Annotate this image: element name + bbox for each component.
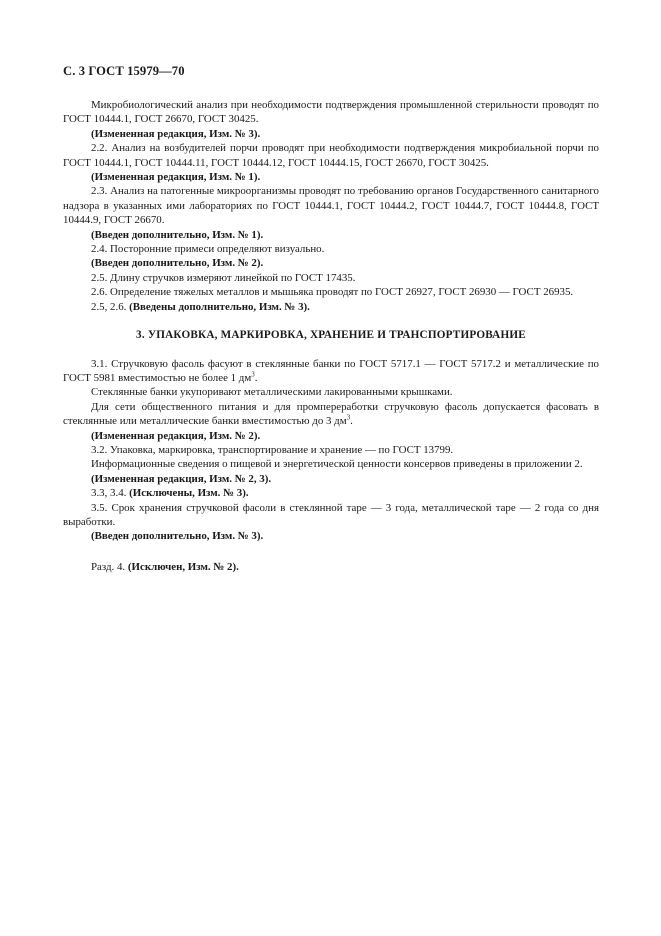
paragraph-2-5-2-6-amendment [63, 300, 599, 314]
amendment-note: (Введен дополнительно, Изм. № 2). [91, 257, 264, 270]
punctuation: . [254, 371, 258, 384]
amendment-note: (Исключен, Изм. № 2). [127, 560, 239, 573]
paragraph-2-3: 2.3. Анализ на патогенные микроорганизмы проводят по требованию органов Государственного санитарного надзора в указанных ими лабораториях по ГОСТ 10444.1, ГОСТ 10444.2, ГОСТ 10444.7, ГОСТ 10444.8, ГОСТ 10444.9, ГОСТ 26670. [63, 185, 599, 227]
amendment-note: (Измененная редакция, Изм. № 2). [91, 429, 261, 442]
amendment-note: (Измененная редакция, Изм. № 3). [91, 127, 261, 140]
amendment-note: (Измененная редакция, Изм. № 1). [91, 171, 261, 184]
amendment-note: (Исключены, Изм. № 3). [129, 487, 249, 500]
paragraph-2-5: 2.5. Длину стручков измеряют линейкой по ГОСТ 17435. [91, 271, 356, 284]
document-body [63, 98, 599, 574]
clause-reference: 3.3, 3.4. [91, 487, 127, 500]
paragraph-3-5: 3.5. Срок хранения стручковой фасоли в стеклянной таре — 3 года, металлической таре — 2 года со дня выработки. [63, 501, 599, 528]
paragraph-2-4: 2.4. Посторонние примеси определяют визуально. [91, 243, 325, 256]
page-header: С. 3 ГОСТ 15979—70 [63, 64, 185, 78]
section-4-note [63, 560, 599, 574]
punctuation: . [350, 415, 353, 428]
superscript: 3 [251, 370, 255, 379]
paragraph-3-2: 3.2. Упаковка, маркировка, транспортирование и хранение — по ГОСТ 13799. [91, 443, 454, 456]
paragraph-3-1-text: 3.1. Стручковую фасоль фасуют в стеклянные банки по ГОСТ 5717.1 — ГОСТ 5717.2 и металлические по ГОСТ 5981 вместимостью не более 1 дм [63, 357, 599, 384]
paragraph-3-3-3-4 [63, 486, 599, 500]
clause-reference: 2.5, 2.6. [91, 300, 127, 313]
amendment-note: (Введены дополнительно, Изм. № 3). [129, 300, 310, 313]
paragraph-3-1-lids: Стеклянные банки укупоривают металлическими лакированными крышками. [91, 386, 453, 399]
paragraph-3-2-info: Информационные сведения о пищевой и энергетической ценности консервов приведены в приложении 2. [91, 458, 583, 471]
superscript: 3 [346, 413, 351, 422]
paragraph-3-1-catering-text: Для сети общественного питания и для промпереработки стручковую фасоль допускается фасовать в стеклянные или металлические банки вместимостью до 3 дм [63, 400, 599, 428]
amendment-note: (Введен дополнительно, Изм. № 3). [91, 530, 264, 543]
paragraph-2-2: 2.2. Анализ на возбудителей порчи проводят при необходимости подтверждения микробиальной порчи по ГОСТ 10444.1, ГОСТ 10444.11, ГОСТ 10444.12, ГОСТ 10444.15, ГОСТ 26670, ГОСТ 30425. [63, 142, 599, 169]
paragraph-2-1: Микробиологический анализ при необходимости подтверждения промышленной стерильности проводят по ГОСТ 10444.1, ГОСТ 26670, ГОСТ 30425. [63, 99, 599, 126]
paragraph-3-1 [63, 357, 599, 386]
section-reference: Разд. 4. [91, 560, 126, 573]
section-3-title: 3. УПАКОВКА, МАРКИРОВКА, ХРАНЕНИЕ И ТРАНСПОРТИРОВАНИЕ [136, 329, 526, 342]
paragraph-2-6: 2.6. Определение тяжелых металлов и мышьяка проводят по ГОСТ 26927, ГОСТ 26930 — ГОСТ 26935. [91, 286, 574, 299]
amendment-note: (Введен дополнительно, Изм. № 1). [91, 228, 264, 241]
amendment-note: (Измененная редакция, Изм. № 2, 3). [91, 472, 272, 485]
paragraph-3-1-catering [63, 400, 599, 429]
